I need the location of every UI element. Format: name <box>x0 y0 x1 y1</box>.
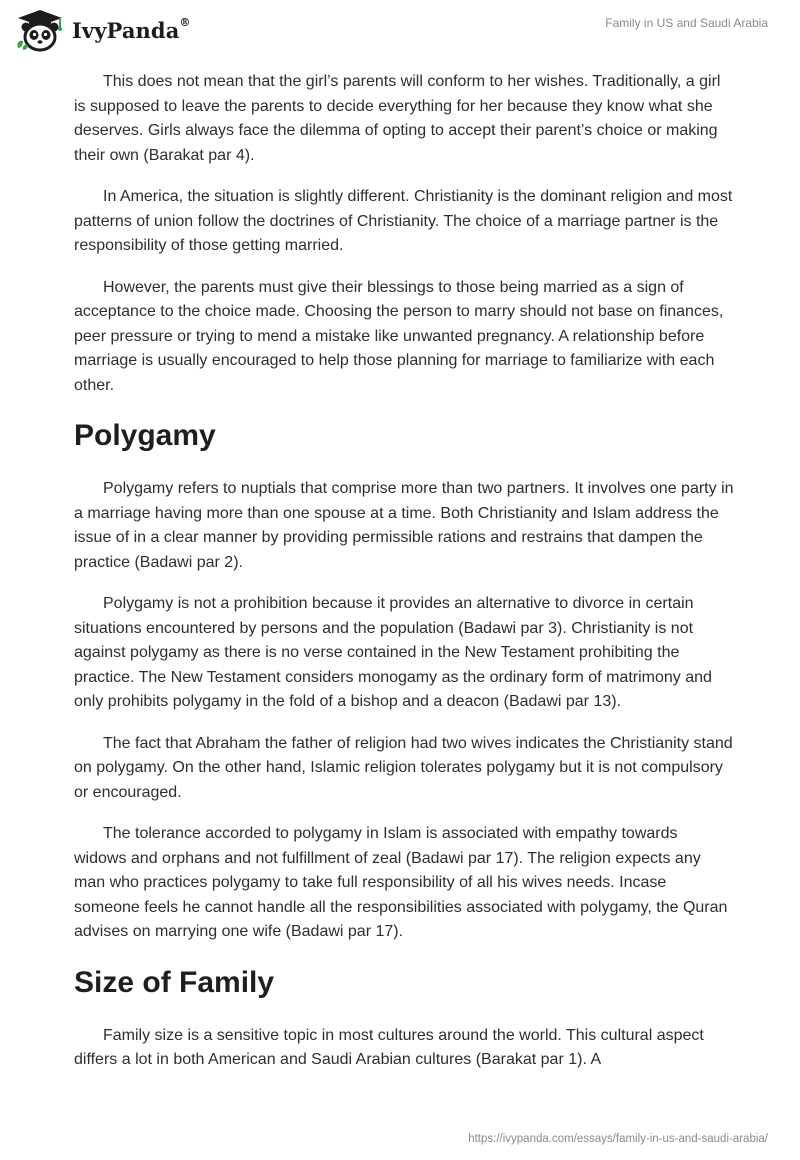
logo-wordmark: IvyPanda® <box>72 15 191 43</box>
paragraph-1: This does not mean that the girl’s parents will conform to her wishes. Traditionally, a girl is supposed to leave the parents to decide everything for her because they know what she deserves. Girls always face the dilemma of opting to accept their parent’s choice or making their own (Barakat par 4). <box>74 73 721 164</box>
registered-mark: ® <box>179 15 191 29</box>
page-header <box>0 0 800 62</box>
document-title: Family in US and Saudi Arabia <box>605 16 768 30</box>
paragraph-4: Polygamy refers to nuptials that comprise more than two partners. It involves one party in a marriage having more than one spouse at a time. Both Christianity and Islam address the issue of in a clear manner by providing permissible rations and restrains that dampen the practice (Badawi par 2). <box>74 480 734 571</box>
ivypanda-logo[interactable] <box>14 8 191 52</box>
paragraph-6: The fact that Abraham the father of religion had two wives indicates the Christianity stand on polygamy. On the other hand, Islamic religion tolerates polygamy but it is not compulsory or encouraged. <box>74 734 733 801</box>
paragraph-3: However, the parents must give their blessings to those being married as a sign of acceptance to the choice made. Choosing the person to marry should not base on finances, peer pressure or trying to mend a mistake like unwanted pregnancy. A relationship before marriage is usually encouraged to help those planning for marriage to familiarize with each other. <box>74 278 724 394</box>
heading-polygamy: Polygamy <box>74 419 216 452</box>
essay-body <box>74 70 734 1090</box>
paragraph-5: Polygamy is not a prohibition because it provides an alternative to divorce in certain situations encountered by persons and the population (Badawi par 3). Christianity is not against polygamy as there is no verse contained in the New Testament prohibiting the practice. The New Testament considers monogamy as the ordinary form of matrimony and only prohibits polygamy in the fold of a bishop and a deacon (Badawi par 13). <box>74 595 712 710</box>
source-url[interactable]: https://ivypanda.com/essays/family-in-us-and-saudi-arabia/ <box>468 1133 768 1145</box>
paragraph-2: In America, the situation is slightly different. Christianity is the dominant religion and most patterns of union follow the doctrines of Christianity. The choice of a marriage partner is the responsibility of those getting married. <box>74 188 733 254</box>
paragraph-7: The tolerance accorded to polygamy in Islam is associated with empathy towards widows and orphans and not fulfillment of zeal (Badawi par 17). The religion expects any man who practices polygamy to take full responsibility of all his wives needs. Incase someone feels he cannot handle all the responsibilities associated with polygamy, the Quran advises on marrying one wife (Badawi par 17). <box>74 825 728 940</box>
paragraph-8: Family size is a sensitive topic in most cultures around the world. This cultural aspect differs a lot in both American and Saudi Arabian cultures (Barakat par 1). A <box>74 1026 704 1068</box>
heading-size-of-family: Size of Family <box>74 965 275 999</box>
panda-graduate-icon <box>14 8 66 52</box>
